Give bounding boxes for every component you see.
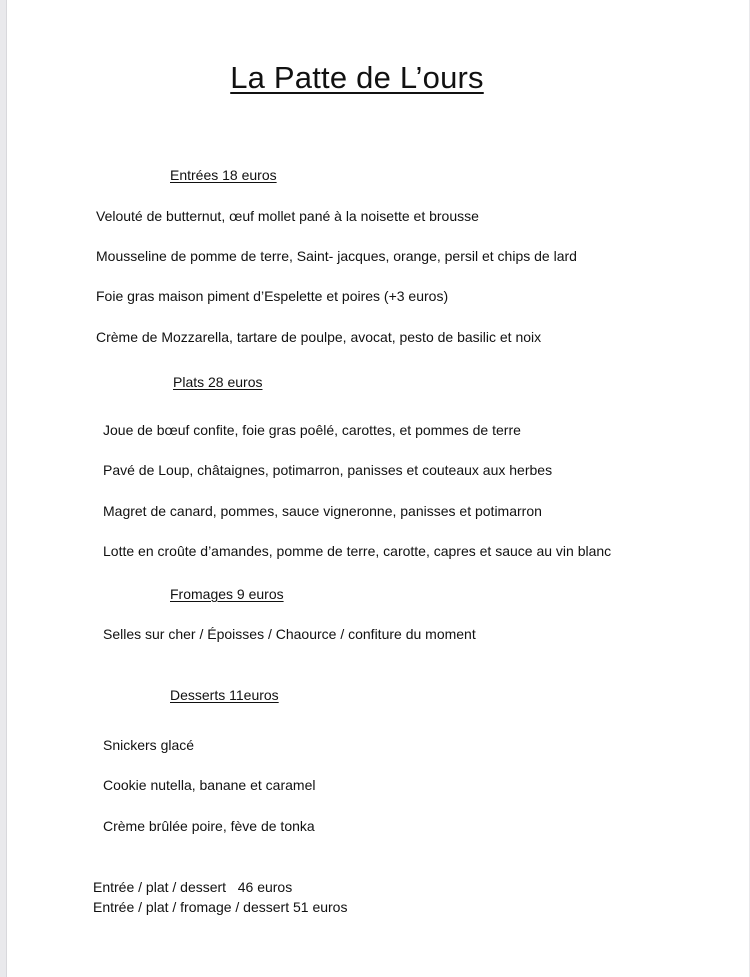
menu-item: Foie gras maison piment d’Espelette et poires (+3 euros) xyxy=(96,288,449,304)
menu-item: Crème de Mozzarella, tartare de poulpe, avocat, pesto de basilic et noix xyxy=(96,329,542,345)
formula-line: Entrée / plat / fromage / dessert 51 euros xyxy=(93,899,348,915)
menu-item: Joue de bœuf confite, foie gras poêlé, carottes, et pommes de terre xyxy=(103,422,521,438)
menu-title: La Patte de L’ours xyxy=(230,60,484,95)
menu-item: Mousseline de pomme de terre, Saint- jacques, orange, persil et chips de lard xyxy=(96,248,577,264)
menu-item: Lotte en croûte d’amandes, pomme de terre, carotte, capres et sauce au vin blanc xyxy=(103,543,612,559)
menu-item: Velouté de butternut, œuf mollet pané à la noisette et brousse xyxy=(96,208,479,224)
menu-page xyxy=(6,0,749,977)
menu-item: Selles sur cher / Époisses / Chaource / confiture du moment xyxy=(103,626,476,642)
section-heading-fromages: Fromages 9 euros xyxy=(170,586,284,602)
formula-line: Entrée / plat / dessert 46 euros xyxy=(93,879,293,895)
menu-item: Snickers glacé xyxy=(103,737,195,753)
menu-item: Magret de canard, pommes, sauce vigneronne, panisses et potimarron xyxy=(103,503,542,519)
section-heading-plats: Plats 28 euros xyxy=(173,374,263,390)
section-heading-desserts: Desserts 11euros xyxy=(170,687,279,703)
menu-item: Cookie nutella, banane et caramel xyxy=(103,777,316,793)
menu-item: Pavé de Loup, châtaignes, potimarron, panisses et couteaux aux herbes xyxy=(103,462,553,478)
menu-item: Crème brûlée poire, fève de tonka xyxy=(103,818,315,834)
section-heading-entrees: Entrées 18 euros xyxy=(170,167,277,183)
